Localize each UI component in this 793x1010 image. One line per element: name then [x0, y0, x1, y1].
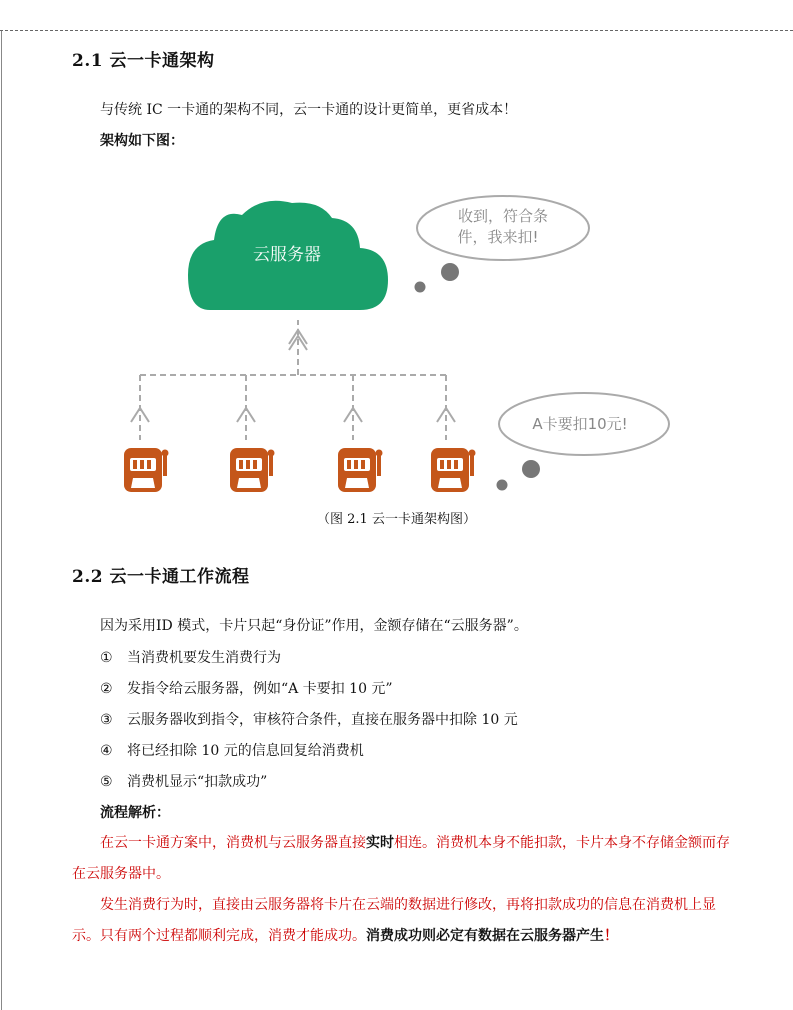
bubble-server-line2: 件，我来扣! [457, 228, 539, 246]
section-heading-architecture: 2.1 云一卡通架构 [72, 51, 215, 71]
list-item: ③ 云服务器收到指令，审核符合条件，直接在服务器中扣除 10 元 [100, 712, 518, 728]
architecture-diagram [0, 180, 793, 505]
consumption-machine-icon [124, 448, 169, 492]
thought-dot-large-2 [522, 460, 540, 478]
speech-bubble-server [415, 196, 590, 293]
diagram-label: 架构如下图： [100, 133, 184, 149]
thought-dot-small [415, 282, 426, 293]
analysis-paragraph-1: 在云一卡通方案中，消费机与云服务器直接实时相连。消费机本身不能扣款，卡片本身不存储金额而存在云服务器中。 [72, 835, 730, 882]
workflow-intro: 因为采用ID 模式，卡片只起“身份证”作用，金额存储在“云服务器”。 [100, 618, 528, 634]
list-item: ① 当消费机要发生消费行为 [100, 650, 281, 666]
consumption-machine-icon [338, 448, 383, 492]
list-item: ④ 将已经扣除 10 元的信息回复给消费机 [100, 743, 364, 759]
bubble-server-line1: 收到，符合条 [457, 207, 549, 225]
thought-dot-small-2 [497, 480, 508, 491]
analysis-paragraph-2: 发生消费行为时，直接由云服务器将卡片在云端的数据进行修改，再将扣款成功的信息在消费机上显示。只有两个过程都顺利完成，消费才能成功。消费成功则必定有数据在云服务器产生！ [72, 897, 716, 944]
consumption-machine-icon [431, 448, 476, 492]
consumption-machine-icon [230, 448, 275, 492]
cloud-label: 云服务器 [253, 245, 321, 265]
section-heading-workflow: 2.2 云一卡通工作流程 [72, 567, 250, 587]
thought-dot-large [441, 263, 459, 281]
diagram-caption: （图 2.1 云一卡通架构图） [317, 512, 476, 527]
list-item: ⑤ 消费机显示“扣款成功” [100, 774, 268, 790]
analysis-label: 流程解析： [100, 805, 170, 821]
cloud-server-icon [188, 201, 388, 310]
architecture-intro: 与传统 IC 一卡通的架构不同，云一卡通的设计更简单，更省成本！ [100, 102, 518, 118]
bubble-machine-text: A卡要扣10元! [532, 415, 628, 433]
list-item: ② 发指令给云服务器，例如“A 卡要扣 10 元” [100, 681, 393, 697]
speech-bubble-machine [497, 393, 670, 491]
page-top-border [0, 30, 793, 31]
